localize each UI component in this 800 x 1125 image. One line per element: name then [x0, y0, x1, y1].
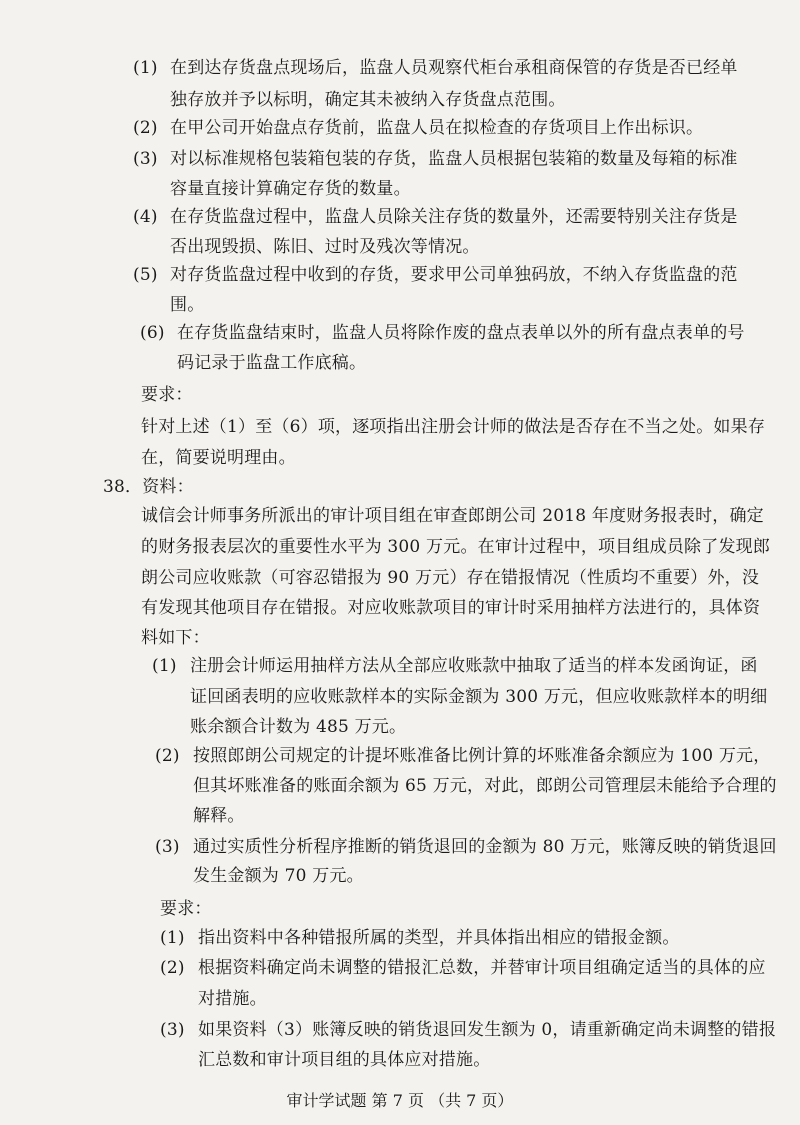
q37-item-5-text-cont: 围。 — [170, 295, 205, 315]
q37-item-4-text: 在存货监盘过程中，监盘人员除关注存货的数量外，还需要特别关注存货是 — [170, 207, 738, 227]
q37-requirement-text-cont: 在，简要说明理由。 — [141, 448, 296, 468]
q38-requirement-label: 要求： — [160, 899, 212, 919]
q38-req-3-number: (3) — [160, 1020, 185, 1040]
q37-item-3-text: 对以标准规格包装箱包装的存货，监盘人员根据包装箱的数量及每箱的标准 — [170, 149, 738, 169]
q37-item-4-text-cont: 否出现毁损、陈旧、过时及残次等情况。 — [170, 237, 480, 257]
q38-item-1-number: (1) — [152, 656, 177, 676]
q38-item-1-line-1: 注册会计师运用抽样方法从全部应收账款中抽取了适当的样本发函询证，函 — [190, 656, 758, 676]
q38-req-1-line-1: 指出资料中各种错报所属的类型，并具体指出相应的错报金额。 — [198, 928, 680, 948]
q38-req-3-line-2: 汇总数和审计项目组的具体应对措施。 — [198, 1050, 491, 1070]
q37-item-2-text: 在甲公司开始盘点存货前，监盘人员在拟检查的存货项目上作出标识。 — [170, 118, 704, 138]
q37-item-2-number: (2) — [133, 118, 158, 138]
q38-req-2-number: (2) — [160, 958, 185, 978]
q38-item-2-line-3: 解释。 — [193, 806, 245, 826]
q38-intro-line-5: 料如下： — [141, 628, 210, 648]
q38-item-3-number: (3) — [155, 837, 180, 857]
q38-intro-line-1: 诚信会计师事务所派出的审计项目组在审查郎朗公司 2018 年度财务报表时，确定 — [141, 506, 764, 526]
q38-item-2-line-1: 按照郎朗公司规定的计提坏账准备比例计算的坏账准备余额应为 100 万元， — [193, 746, 771, 766]
q37-item-4-number: (4) — [133, 207, 158, 227]
q37-item-1-text: 在到达存货盘点现场后，监盘人员观察代柜台承租商保管的存货是否已经单 — [170, 58, 738, 78]
q37-item-1-text-cont: 独存放并予以标明，确定其未被纳入存货盘点范围。 — [170, 90, 566, 110]
q38-intro-line-2: 的财务报表层次的重要性水平为 300 万元。在审计过程中，项目组成员除了发现郎 — [141, 537, 771, 557]
q38-item-2-line-2: 但其坏账准备的账面余额为 65 万元，对此，郎朗公司管理层未能给予合理的 — [193, 776, 777, 796]
page-footer: 审计学试题 第 7 页 （共 7 页） — [286, 1091, 514, 1110]
q38-req-2-line-2: 对措施。 — [198, 989, 267, 1009]
q37-item-3-text-cont: 容量直接计算确定存货的数量。 — [170, 179, 411, 199]
q38-item-3-line-1: 通过实质性分析程序推断的销货退回的金额为 80 万元，账簿反映的销货退回 — [193, 837, 777, 857]
q38-heading: 38．资料： — [103, 477, 194, 497]
q37-requirement-label: 要求： — [141, 385, 193, 405]
q37-requirement-text: 针对上述（1）至（6）项，逐项指出注册会计师的做法是否存在不当之处。如果存 — [141, 417, 766, 437]
q37-item-5-text: 对存货监盘过程中收到的存货，要求甲公司单独码放，不纳入存货监盘的范 — [170, 265, 738, 285]
q38-req-3-line-1: 如果资料（3）账簿反映的销货退回发生额为 0，请重新确定尚未调整的错报 — [198, 1020, 777, 1040]
q37-item-1-number: (1) — [133, 58, 158, 78]
q38-item-1-line-3: 账余额合计数为 485 万元。 — [190, 717, 407, 737]
q38-intro-line-4: 有发现其他项目存在错报。对应收账款项目的审计时采用抽样方法进行的，具体资 — [141, 598, 761, 618]
q37-item-6-number: (6) — [140, 323, 165, 343]
q38-intro-line-3: 朗公司应收账款（可容忍错报为 90 万元）存在错报情况（性质均不重要）外，没 — [141, 568, 760, 588]
q37-item-5-number: (5) — [133, 265, 158, 285]
q37-item-3-number: (3) — [133, 149, 158, 169]
q38-item-2-number: (2) — [155, 746, 180, 766]
q38-item-1-line-2: 证回函表明的应收账款样本的实际金额为 300 万元，但应收账款样本的明细 — [190, 687, 768, 707]
q37-item-6-text-cont: 码记录于监盘工作底稿。 — [177, 353, 367, 373]
q38-req-2-line-1: 根据资料确定尚未调整的错报汇总数，并替审计项目组确定适当的具体的应 — [198, 958, 766, 978]
q38-item-3-line-2: 发生金额为 70 万元。 — [193, 866, 364, 886]
q37-item-6-text: 在存货监盘结束时，监盘人员将除作废的盘点表单以外的所有盘点表单的号 — [177, 323, 745, 343]
q38-req-1-number: (1) — [160, 928, 185, 948]
